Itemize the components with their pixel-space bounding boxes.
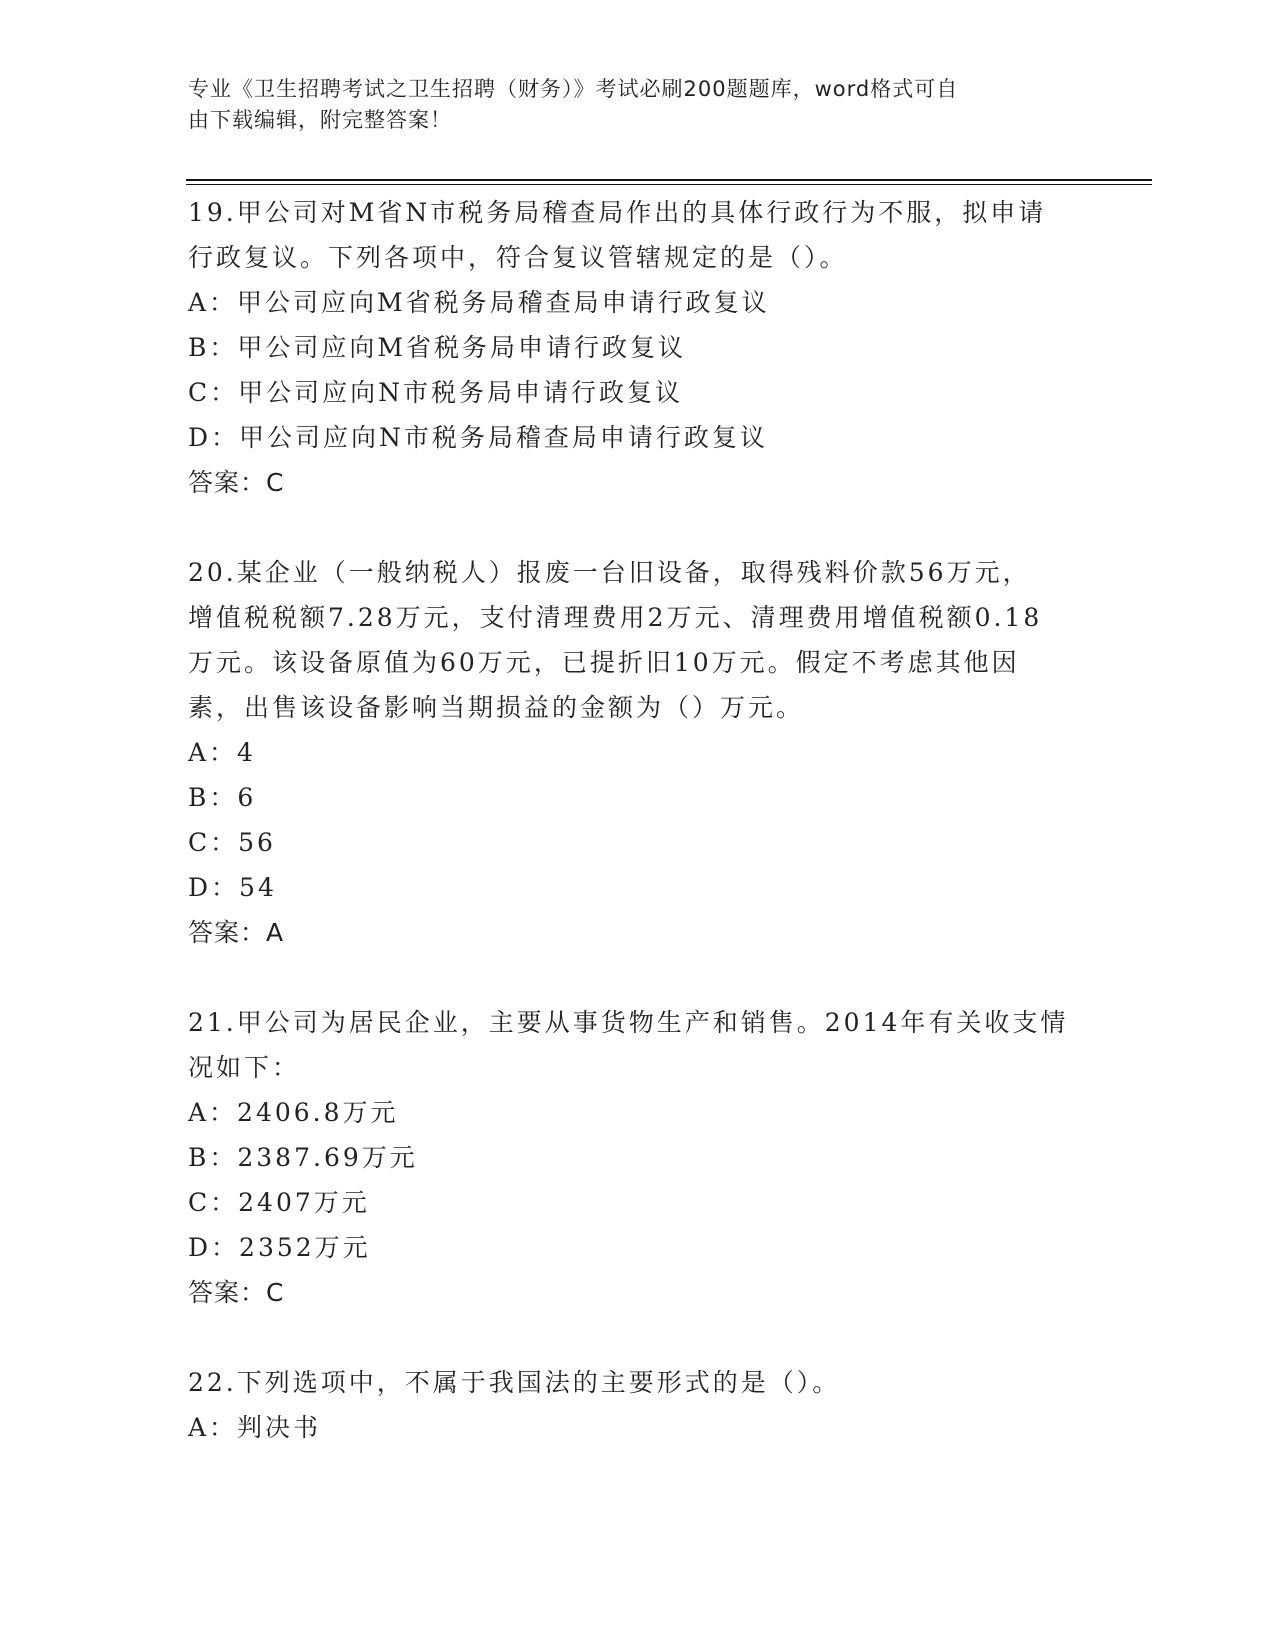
option-a: A：甲公司应向M省税务局稽查局申请行政复议: [188, 288, 770, 317]
option-c: C：甲公司应向N市税务局申请行政复议: [188, 378, 684, 407]
question-spacer: [188, 1315, 1088, 1360]
option-c: C：2407万元: [188, 1188, 370, 1217]
question-stem-line: 19.甲公司对M省N市税务局稽查局作出的具体行政行为不服，拟申请: [188, 198, 1047, 227]
question-stem-line: 22.下列选项中，不属于我国法的主要形式的是（）。: [188, 1368, 841, 1397]
option-d: D：54: [188, 873, 277, 902]
question-20: [188, 550, 1088, 955]
question-stem-line: 况如下：: [188, 1053, 301, 1082]
option-b: B：甲公司应向M省税务局申请行政复议: [188, 333, 686, 362]
option-b: B：2387.69万元: [188, 1143, 418, 1172]
option-a: A：4: [188, 738, 256, 767]
header-line-1: 专业《卫生招聘考试之卫生招聘（财务）》考试必刷200题题库，word格式可自: [188, 77, 959, 101]
option-d: D：2352万元: [188, 1233, 371, 1262]
answer-line: 答案：C: [188, 1278, 285, 1307]
option-d: D：甲公司应向N市税务局稽查局申请行政复议: [188, 423, 768, 452]
question-19: [188, 190, 1088, 505]
question-list: [188, 190, 1088, 1450]
question-spacer: [188, 955, 1088, 1000]
answer-line: 答案：C: [188, 468, 285, 497]
question-spacer: [188, 505, 1088, 550]
option-c: C：56: [188, 828, 276, 857]
option-b: B：6: [188, 783, 257, 812]
question-stem-line: 万元。该设备原值为60万元，已提折旧10万元。假定不考虑其他因: [188, 648, 1020, 677]
question-stem-line: 增值税税额7.28万元，支付清理费用2万元、清理费用增值税额0.18: [188, 603, 1043, 632]
question-stem-line: 20.某企业（一般纳税人）报废一台旧设备，取得残料价款56万元，: [188, 558, 1031, 587]
option-a: A：判决书: [188, 1413, 322, 1442]
question-stem-line: 21.甲公司为居民企业，主要从事货物生产和销售。2014年有关收支情: [188, 1008, 1069, 1037]
header-rule-thick: [186, 179, 1152, 181]
answer-line: 答案：A: [188, 918, 285, 947]
question-21: [188, 1000, 1088, 1315]
question-22: [188, 1360, 1088, 1450]
question-stem-line: 行政复议。下列各项中，符合复议管辖规定的是（）。: [188, 243, 848, 272]
option-a: A：2406.8万元: [188, 1098, 399, 1127]
question-stem-line: 素，出售该设备影响当期损益的金额为（）万元。: [188, 693, 805, 722]
header-line-2: 由下载编辑，附完整答案！: [188, 108, 452, 132]
header-rule-thin: [186, 184, 1152, 185]
document-header: [188, 74, 1068, 136]
